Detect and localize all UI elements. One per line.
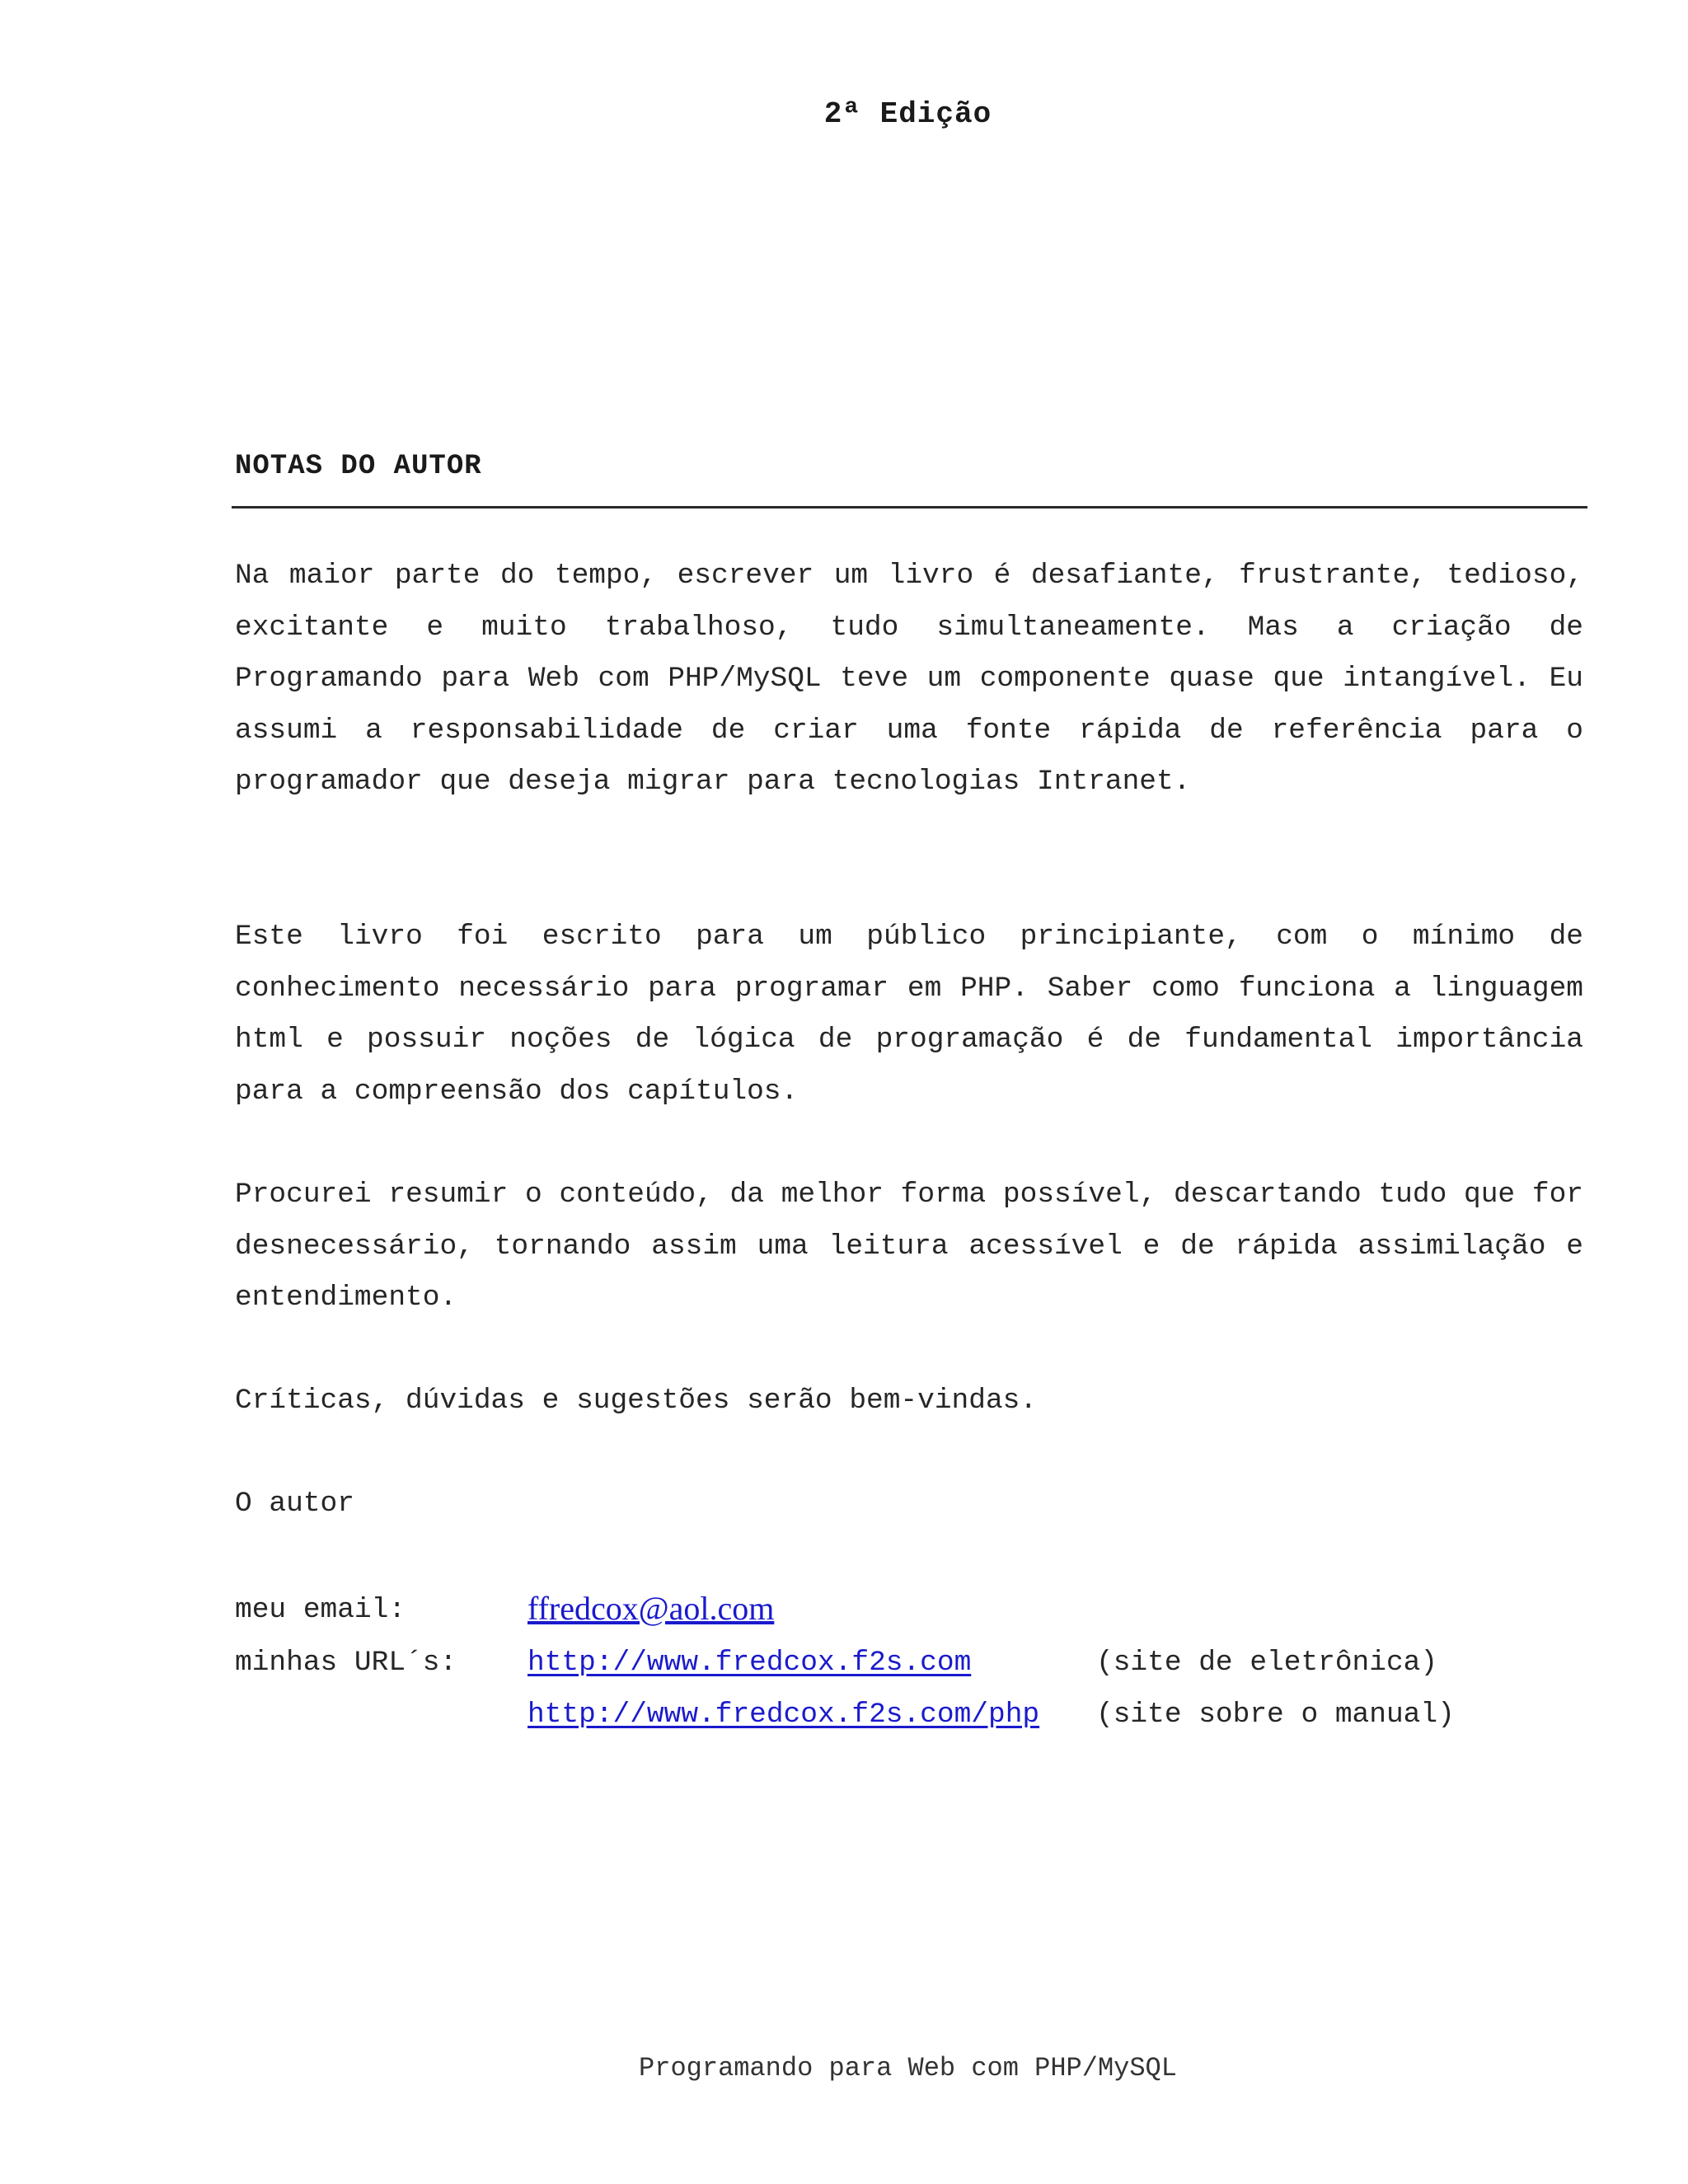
urls-label: minhas URL´s: <box>235 1647 457 1679</box>
title-divider <box>232 506 1587 509</box>
manual-site-link[interactable]: http://www.fredcox.f2s.com/php <box>528 1699 1040 1731</box>
paragraph-feedback: Críticas, dúvidas e sugestões serão bem-vindas. <box>235 1385 1038 1417</box>
paragraph-signature: O autor <box>235 1488 354 1520</box>
manual-site-description: (site sobre o manual) <box>1096 1699 1455 1731</box>
paragraph-summary: Procurei resumir o conteúdo, da melhor forma possível, descartando tudo que for desnecessário, tornando assim uma leitura acessível e de rápida assimilação e entendimento. <box>235 1179 1583 1314</box>
page-footer: Programando para Web com PHP/MySQL <box>639 2053 1177 2083</box>
email-label: meu email: <box>235 1594 406 1626</box>
electronics-site-link[interactable]: http://www.fredcox.f2s.com <box>528 1647 972 1679</box>
edition-heading: 2ª Edição <box>823 97 992 131</box>
paragraph-audience: Este livro foi escrito para um público principiante, com o mínimo de conhecimento necessário para programar em PHP. Saber como funciona a linguagem html e possuir noções de lógica de programação é de fundamental importância para a compreensão dos capítulos. <box>235 921 1583 1108</box>
email-link[interactable]: ffredcox@aol.com <box>528 1590 775 1627</box>
section-title: NOTAS DO AUTOR <box>235 451 482 482</box>
electronics-site-description: (site de eletrônica) <box>1096 1647 1438 1679</box>
paragraph-intro: Na maior parte do tempo, escrever um livro é desafiante, frustrante, tedioso, excitante e muito trabalhoso, tudo simultaneamente. Mas a criação de Programando para Web com PHP/MySQL teve um componente quase que intangível. Eu assumi a responsabilidade de criar uma fonte rápida de referência para o programador que deseja migrar para tecnologias Intranet. <box>235 560 1583 798</box>
